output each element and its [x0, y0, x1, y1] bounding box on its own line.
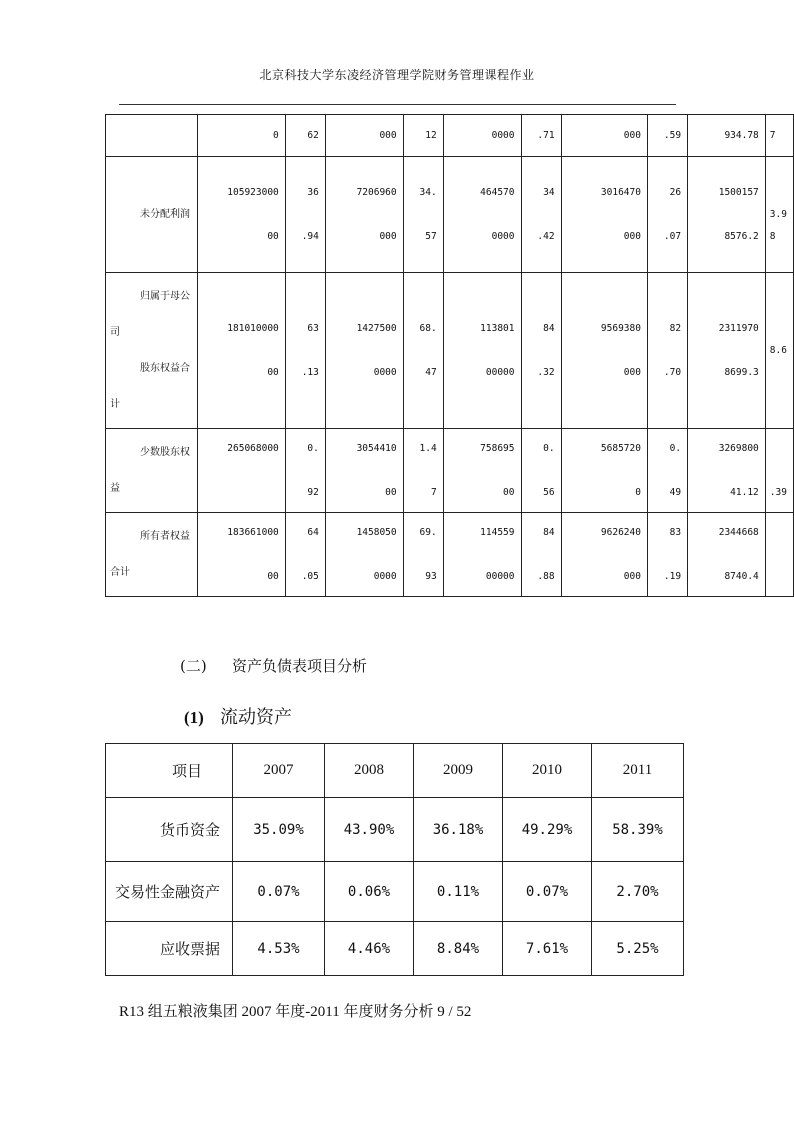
table-cell: 4.46%: [325, 922, 414, 976]
row-label: [106, 429, 198, 513]
cell-line: [526, 544, 555, 566]
page-footer: R13 组五粮液集团 2007 年度-2011 年度财务分析 9 / 52: [119, 1004, 472, 1020]
cell-line: 64: [307, 526, 319, 538]
table-cell: [285, 273, 325, 429]
row-label: 货币资金: [106, 798, 233, 862]
table-cell: [325, 273, 403, 429]
cell-line: .32: [537, 366, 555, 378]
cell-line: [330, 340, 397, 362]
table-cell: [561, 513, 647, 597]
table-cell: [285, 429, 325, 513]
cell-line: [408, 340, 437, 362]
table-cell: [521, 429, 561, 513]
balance-table-row: [106, 115, 794, 157]
section-title: 资产负债表项目分析: [232, 657, 368, 675]
column-header: 2011: [592, 744, 684, 798]
cell-line: 2311970: [718, 322, 759, 334]
row-label-line: 司: [110, 326, 120, 338]
table-cell: [688, 115, 766, 157]
table-cell: 0.11%: [414, 862, 503, 922]
row-label-line: 益: [110, 482, 120, 494]
cell-line: 34.: [419, 186, 437, 198]
cell-line: 9569380: [600, 322, 641, 334]
table-cell: 0.07%: [233, 862, 325, 922]
row-label: [106, 115, 198, 157]
table-cell: [403, 273, 443, 429]
cell-line: [408, 460, 437, 482]
cell-line: [202, 204, 279, 226]
cell-line: 0.: [669, 442, 682, 454]
cell-line: 0.: [543, 442, 555, 454]
cell-line: [290, 340, 319, 362]
cell-line: 114559: [480, 526, 515, 538]
table-cell: 7.61%: [503, 922, 592, 976]
current-assets-table: [105, 743, 684, 976]
row-label-line: 股东权益合: [140, 362, 190, 374]
table-cell: [325, 157, 403, 273]
table-cell: [521, 273, 561, 429]
cell-line: [202, 340, 279, 362]
cell-line: [692, 544, 759, 566]
cell-line: 7: [769, 129, 776, 141]
table-cell: [285, 157, 325, 273]
cell-line: [526, 204, 555, 226]
cell-line: 9626240: [600, 526, 641, 538]
table-cell: [325, 115, 403, 157]
cell-line: .71: [537, 129, 555, 141]
cell-line: 1427500: [356, 322, 397, 334]
table-cell: [688, 513, 766, 597]
column-header: 2007: [233, 744, 325, 798]
cell-line: [692, 204, 759, 226]
row-label-line: 所有者权益: [140, 530, 190, 542]
cell-line: 464570: [480, 186, 515, 198]
cell-line: 68.: [419, 322, 437, 334]
assets-table-header-row: [106, 744, 684, 798]
cell-line: 0000: [373, 366, 397, 378]
cell-line: [202, 482, 279, 504]
cell-line: [330, 544, 397, 566]
cell-line: 93: [425, 570, 437, 582]
cell-line: [566, 544, 641, 566]
table-cell: 43.90%: [325, 798, 414, 862]
column-header: 项目: [106, 744, 233, 798]
cell-line: [652, 460, 681, 482]
balance-table-row: [106, 429, 794, 513]
cell-line: [566, 340, 641, 362]
cell-line: 0.: [307, 442, 319, 454]
cell-line: [770, 182, 787, 204]
cell-line: 36: [307, 186, 319, 198]
cell-line: [448, 460, 515, 482]
row-label: 交易性金融资产: [106, 862, 233, 922]
cell-line: 57: [425, 230, 437, 242]
section-number: (二): [180, 657, 207, 675]
cell-line: 000: [623, 570, 641, 582]
cell-line: 49: [669, 486, 682, 498]
cell-line: 8.6: [769, 344, 787, 356]
table-cell: [561, 429, 647, 513]
row-label-line: 合计: [110, 566, 130, 578]
cell-line: 8576.2: [724, 230, 759, 242]
cell-line: 265068000: [227, 442, 279, 454]
table-cell: [443, 157, 521, 273]
table-cell: [443, 115, 521, 157]
cell-line: [202, 544, 279, 566]
cell-line: 00000: [485, 570, 515, 582]
cell-line: [330, 460, 397, 482]
cell-line: 113801: [480, 322, 515, 334]
table-cell: [688, 273, 766, 429]
cell-line: [770, 438, 787, 460]
assets-table-row: [106, 798, 684, 862]
cell-line: 62: [307, 129, 319, 141]
cell-line: [526, 460, 555, 482]
cell-line: [408, 204, 437, 226]
table-cell: 4.53%: [233, 922, 325, 976]
cell-line: .13: [301, 366, 319, 378]
table-cell: 49.29%: [503, 798, 592, 862]
cell-line: [652, 340, 681, 362]
table-cell: [403, 513, 443, 597]
table-cell: 8.84%: [414, 922, 503, 976]
header-divider: [119, 104, 676, 105]
table-cell: [197, 273, 285, 429]
cell-line: 0: [635, 486, 641, 498]
subsection-number: (1): [184, 708, 204, 727]
cell-line: [566, 460, 641, 482]
table-cell: [521, 157, 561, 273]
table-cell: [197, 115, 285, 157]
cell-line: 84: [543, 526, 555, 538]
table-cell: [765, 513, 793, 597]
cell-line: 3269800: [718, 442, 759, 454]
cell-line: 7206960: [356, 186, 397, 198]
cell-line: 69.: [419, 526, 437, 538]
cell-line: 3.9: [769, 208, 787, 220]
row-label-line: 计: [110, 398, 120, 410]
assets-table-row: [106, 922, 684, 976]
cell-line: 2344668: [718, 526, 759, 538]
cell-line: 00: [267, 230, 279, 242]
cell-line: [290, 544, 319, 566]
cell-line: [770, 460, 787, 482]
row-label-line: 未分配利润: [140, 208, 190, 220]
table-cell: [561, 157, 647, 273]
cell-line: [330, 204, 397, 226]
table-cell: [325, 513, 403, 597]
table-cell: [197, 157, 285, 273]
table-cell: 36.18%: [414, 798, 503, 862]
table-cell: [561, 115, 647, 157]
table-cell: [647, 115, 687, 157]
cell-line: [408, 544, 437, 566]
cell-line: 83: [669, 526, 682, 538]
table-cell: [647, 273, 687, 429]
cell-line: 1458050: [356, 526, 397, 538]
cell-line: 000: [379, 129, 397, 141]
subsection-heading-current-assets: [184, 703, 292, 729]
column-header: 2009: [414, 744, 503, 798]
cell-line: 5685720: [600, 442, 641, 454]
column-header: 2008: [325, 744, 414, 798]
table-cell: [403, 115, 443, 157]
cell-line: 0: [273, 129, 279, 141]
row-label: [106, 157, 198, 273]
cell-line: 82: [669, 322, 682, 334]
section-heading-balance-analysis: [180, 655, 367, 676]
table-cell: 0.06%: [325, 862, 414, 922]
table-cell: [647, 513, 687, 597]
cell-line: 00: [503, 486, 515, 498]
assets-table-row: [106, 862, 684, 922]
cell-line: 41.12: [730, 486, 759, 498]
cell-line: 00000: [485, 366, 515, 378]
cell-line: [770, 544, 787, 566]
cell-line: [526, 340, 555, 362]
cell-line: [202, 460, 279, 482]
table-cell: 0.07%: [503, 862, 592, 922]
cell-line: 934.78: [724, 129, 759, 141]
cell-line: 181010000: [227, 322, 279, 334]
table-cell: [285, 115, 325, 157]
row-label-line: 归属于母公: [140, 290, 190, 302]
cell-line: 0000: [491, 129, 515, 141]
cell-line: 000: [379, 230, 397, 242]
cell-line: 34: [543, 186, 555, 198]
cell-line: [448, 544, 515, 566]
cell-line: 56: [543, 486, 555, 498]
cell-line: 8699.3: [724, 366, 759, 378]
cell-line: 00: [267, 366, 279, 378]
cell-line: 3054410: [356, 442, 397, 454]
cell-line: 0000: [373, 570, 397, 582]
table-cell: [521, 513, 561, 597]
row-label-line: 少数股东权: [140, 446, 190, 458]
cell-line: [652, 204, 681, 226]
table-cell: [647, 157, 687, 273]
cell-line: [290, 460, 319, 482]
cell-line: .05: [301, 570, 319, 582]
cell-line: 92: [307, 486, 319, 498]
table-cell: [765, 157, 793, 273]
table-cell: [688, 157, 766, 273]
cell-line: 47: [425, 366, 437, 378]
cell-line: [448, 204, 515, 226]
balance-sheet-table: [105, 114, 794, 597]
cell-line: .70: [663, 366, 682, 378]
cell-line: 1.4: [419, 442, 437, 454]
cell-line: 8740.4: [724, 570, 759, 582]
cell-line: .88: [537, 570, 555, 582]
table-cell: 58.39%: [592, 798, 684, 862]
cell-line: [692, 460, 759, 482]
cell-line: [448, 340, 515, 362]
cell-line: 00: [385, 486, 397, 498]
cell-line: .42: [537, 230, 555, 242]
table-cell: [403, 157, 443, 273]
table-cell: [197, 513, 285, 597]
cell-line: .94: [301, 230, 319, 242]
balance-table-row: [106, 513, 794, 597]
cell-line: [566, 204, 641, 226]
page-header-title: 北京科技大学东凌经济管理学院财务管理课程作业: [259, 68, 535, 82]
cell-line: .59: [663, 129, 682, 141]
table-cell: [647, 429, 687, 513]
cell-line: 12: [425, 129, 437, 141]
table-cell: [561, 273, 647, 429]
subsection-title: 流动资产: [220, 707, 292, 728]
table-cell: 5.25%: [592, 922, 684, 976]
cell-line: .07: [663, 230, 682, 242]
cell-line: 3016470: [600, 186, 641, 198]
cell-line: 000: [623, 230, 641, 242]
table-cell: [688, 429, 766, 513]
cell-line: [652, 544, 681, 566]
cell-line: 63: [307, 322, 319, 334]
row-label: [106, 273, 198, 429]
cell-line: 26: [669, 186, 682, 198]
cell-line: 105923000: [227, 186, 279, 198]
cell-line: [692, 340, 759, 362]
table-cell: [197, 429, 285, 513]
table-cell: [403, 429, 443, 513]
row-label: [106, 513, 198, 597]
balance-table-row: [106, 157, 794, 273]
table-cell: [285, 513, 325, 597]
table-cell: [443, 513, 521, 597]
column-header: 2010: [503, 744, 592, 798]
cell-line: .39: [769, 486, 787, 498]
cell-line: 8: [769, 230, 776, 242]
table-cell: [521, 115, 561, 157]
table-cell: [443, 429, 521, 513]
cell-line: 0000: [491, 230, 515, 242]
cell-line: 183661000: [227, 526, 279, 538]
cell-line: .19: [663, 570, 682, 582]
table-cell: [765, 273, 793, 429]
table-cell: [443, 273, 521, 429]
cell-line: 758695: [480, 442, 515, 454]
cell-line: 1500157: [718, 186, 759, 198]
cell-line: [290, 204, 319, 226]
cell-line: 000: [623, 129, 641, 141]
cell-line: 00: [267, 570, 279, 582]
table-cell: 2.70%: [592, 862, 684, 922]
table-cell: [765, 115, 793, 157]
cell-line: 000: [623, 366, 641, 378]
table-cell: [765, 429, 793, 513]
cell-line: 84: [543, 322, 555, 334]
cell-line: 7: [430, 486, 437, 498]
balance-table-row: [106, 273, 794, 429]
table-cell: 35.09%: [233, 798, 325, 862]
table-cell: [325, 429, 403, 513]
row-label: 应收票据: [106, 922, 233, 976]
